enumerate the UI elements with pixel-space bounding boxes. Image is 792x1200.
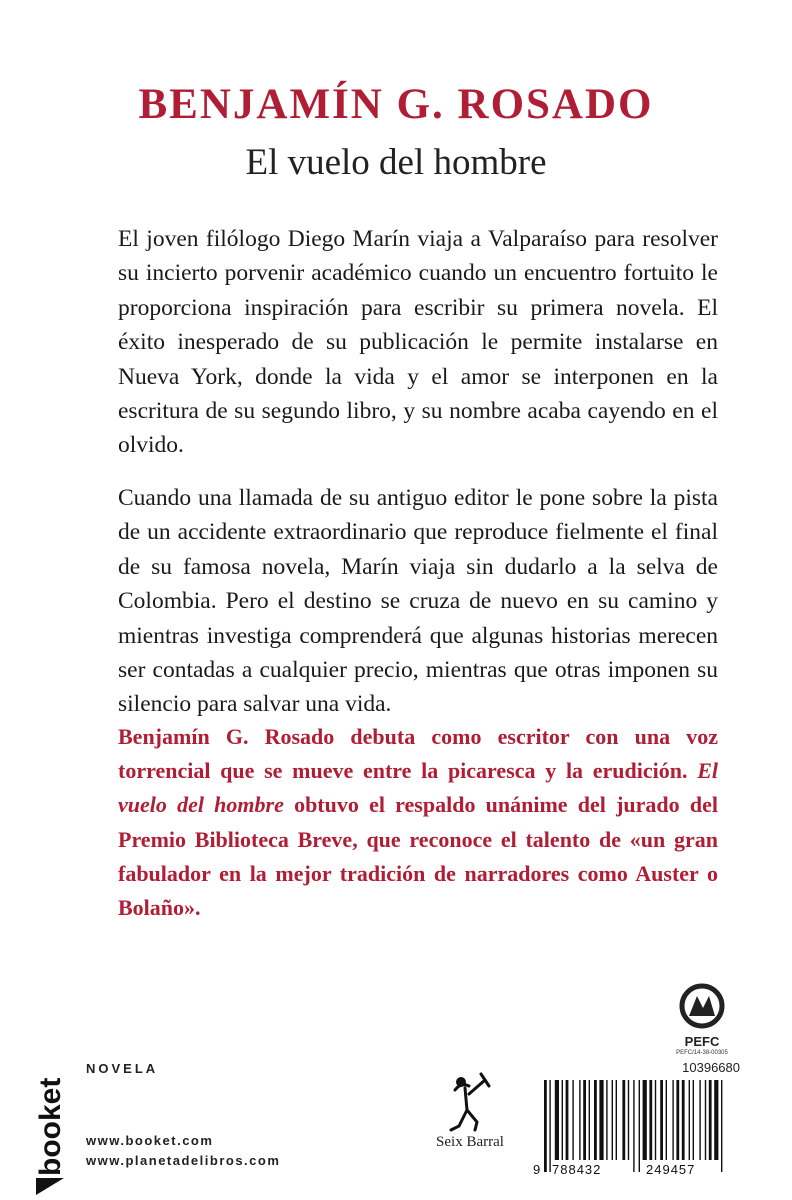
barcode-bar (666, 1080, 667, 1160)
barcode-bar (693, 1080, 694, 1160)
barcode-bar (639, 1080, 640, 1172)
barcode-bar (589, 1080, 590, 1160)
booket-logo-text: booket (34, 1077, 67, 1176)
blurb-text-start: Benjamín G. Rosado debuta como escritor con una voz torrencial que se mueve entre la picaresca y la erudición. (118, 724, 718, 784)
synopsis-paragraph-1: El joven filólogo Diego Marín viaja a Valparaíso para resolver su incierto porvenir académico cuando un encuentro fortuito le proporciona inspiración para escribir su primera novela. El éxito inesperado de su publicación le permite instalarse en Nueva York, donde la vida y el amor se interponen en la escritura de su segundo libro, y su nombre acaba cayendo en el olvido. (118, 226, 718, 459)
blurb-book-title: El vuelo del hombre (118, 758, 718, 818)
author-name: BENJAMÍN G. ROSADO (138, 81, 654, 128)
barcode-bar (583, 1080, 586, 1160)
barcode-bar (705, 1080, 706, 1160)
pefc-code: PEFC/14-38-00305 (676, 1050, 728, 1056)
publisher-name: Seix Barral (436, 1134, 504, 1150)
barcode-bar (622, 1080, 625, 1160)
website-booket: www.booket.com (86, 1133, 214, 1148)
barcode-bar (594, 1080, 597, 1160)
barcode-bar (643, 1080, 647, 1160)
barcode-bar (555, 1080, 559, 1160)
barcode-bar (676, 1080, 679, 1160)
isbn-group-2: 249457 (646, 1162, 696, 1177)
barcode-bar (709, 1080, 712, 1160)
barcode-bar (566, 1080, 569, 1160)
website-planeta: www.planetadelibros.com (86, 1153, 281, 1168)
synopsis-paragraph-2: Cuando una llamada de su antiguo editor le pone sobre la pista de un accidente extraordinario que reproduce fielmente el final de su famosa novela, Marín viaja sin dudarlo a la selva de Colombia. Pero el destino se cruza de nuevo en su camino y mientras investiga comprenderá que algunas historias merecen ser contadas a cualquier precio, mientras que otras imponen su silencio para salvar una vida. (118, 485, 718, 718)
barcode-bar (616, 1080, 617, 1160)
barcode-bar (721, 1080, 722, 1172)
barcode-bar (599, 1080, 603, 1160)
isbn-group-1: 788432 (552, 1162, 602, 1177)
barcode-bar (544, 1080, 547, 1172)
barcode-bar (572, 1080, 573, 1160)
barcode-bar (628, 1080, 629, 1160)
barcode-bar (649, 1080, 652, 1160)
barcode-bar (714, 1080, 718, 1160)
barcode-bar (606, 1080, 607, 1160)
author-blurb (118, 720, 718, 925)
book-title: El vuelo del hombre (245, 142, 547, 183)
barcode-bar (612, 1080, 613, 1160)
barcode-bar (549, 1080, 550, 1172)
blurb-text-end: obtuvo el respaldo unánime del jurado del Premio Biblioteca Breve, que reconoce el talento de «un gran fabulador en la mejor tradición de narradores como Auster o Bolaño». (118, 792, 718, 921)
booket-logo-icon (30, 1050, 70, 1195)
barcode-bar (699, 1080, 700, 1160)
barcode-bar (682, 1080, 685, 1160)
barcode-bar (562, 1080, 563, 1160)
isbn-first-digit: 9 (533, 1162, 542, 1177)
seix-barral-logo-icon (415, 1060, 525, 1180)
barcode-bar (633, 1080, 634, 1172)
barcode-bar (689, 1080, 690, 1160)
reference-number: 10396680 (682, 1060, 740, 1075)
barcode-bar (579, 1080, 580, 1160)
barcode-bar (655, 1080, 656, 1160)
genre-label: NOVELA (86, 1061, 159, 1076)
barcode-bar (660, 1080, 663, 1160)
barcode-bar (672, 1080, 673, 1160)
pefc-label: PEFC (684, 1034, 720, 1049)
